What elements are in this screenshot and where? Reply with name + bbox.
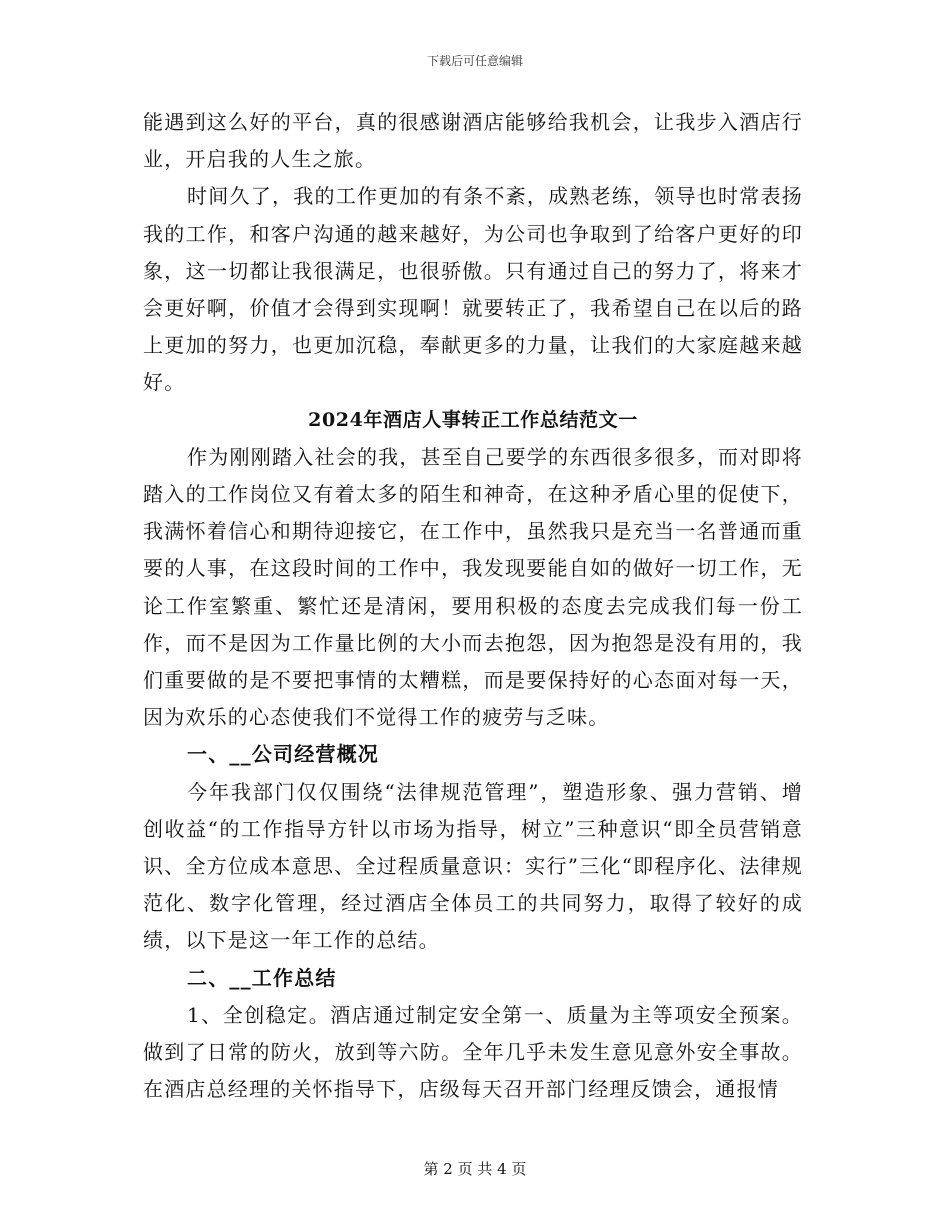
document-body [143, 104, 803, 1108]
paragraph-2: 时间久了，我的工作更加的有条不紊，成熟老练，领导也时常表扬我的工作，和客户沟通的越来越好，为公司也争取到了给客户更好的印象，这一切都让我很满足，也很骄傲。只有通过自己的努力了，将来才会更好啊，价值才会得到实现啊！就要转正了，我希望自己在以后的路上更加的努力，也更加沉稳，奉献更多的力量，让我们的大家庭越来越好。 [143, 184, 803, 395]
page-footer-number: 第 2 页 共 4 页 [423, 1160, 527, 1178]
paragraph-1: 能遇到这么好的平台，真的很感谢酒店能够给我机会，让我步入酒店行业，开启我的人生之旅。 [143, 110, 803, 172]
paragraph-3: 作为刚刚踏入社会的我，甚至自己要学的东西很多很多，而对即将踏入的工作岗位又有着太多的陌生和神奇，在这种矛盾心里的促使下，我满怀着信心和期待迎接它，在工作中，虽然我只是充当一名普通而重要的人事，在这段时间的工作中，我发现要能自如的做好一切工作，无论工作室繁重、繁忙还是清闲，要用积极的态度去完成我们每一份工作，而不是因为工作量比例的大小而去抱怨，因为抱怨是没有用的，我们重要做的是不要把事情的太糟糕，而是要保持好的心态面对每一天，因为欢乐的心态使我们不觉得工作的疲劳与乏味。 [143, 444, 803, 730]
paragraph-5: 1、全创稳定。酒店通过制定安全第一、质量为主等项安全预案。做到了日常的防火，放到等六防。全年几乎未发生意见意外安全事故。在酒店总经理的关怀指导下，店级每天召开部门经理反馈会，通报情 [143, 1002, 803, 1102]
document-section-title: 2024年酒店人事转正工作总结范文一 [308, 408, 638, 431]
section-heading-2: 二、__工作总结 [187, 965, 337, 990]
page-header-note: 下载后可任意编辑 [426, 54, 523, 68]
paragraph-4: 今年我部门仅仅围绕“法律规范管理”，塑造形象、强力营销、增创收益“的工作指导方针以市场为指导，树立”三种意识“即全员营销意识、全方位成本意思、全过程质量意识：实行”三化“即程序化、法律规范化、数字化管理，经过酒店全体员工的共同努力，取得了较好的成绩，以下是这一年工作的总结。 [143, 779, 803, 953]
section-heading-1: 一、__公司经营概况 [187, 742, 379, 767]
